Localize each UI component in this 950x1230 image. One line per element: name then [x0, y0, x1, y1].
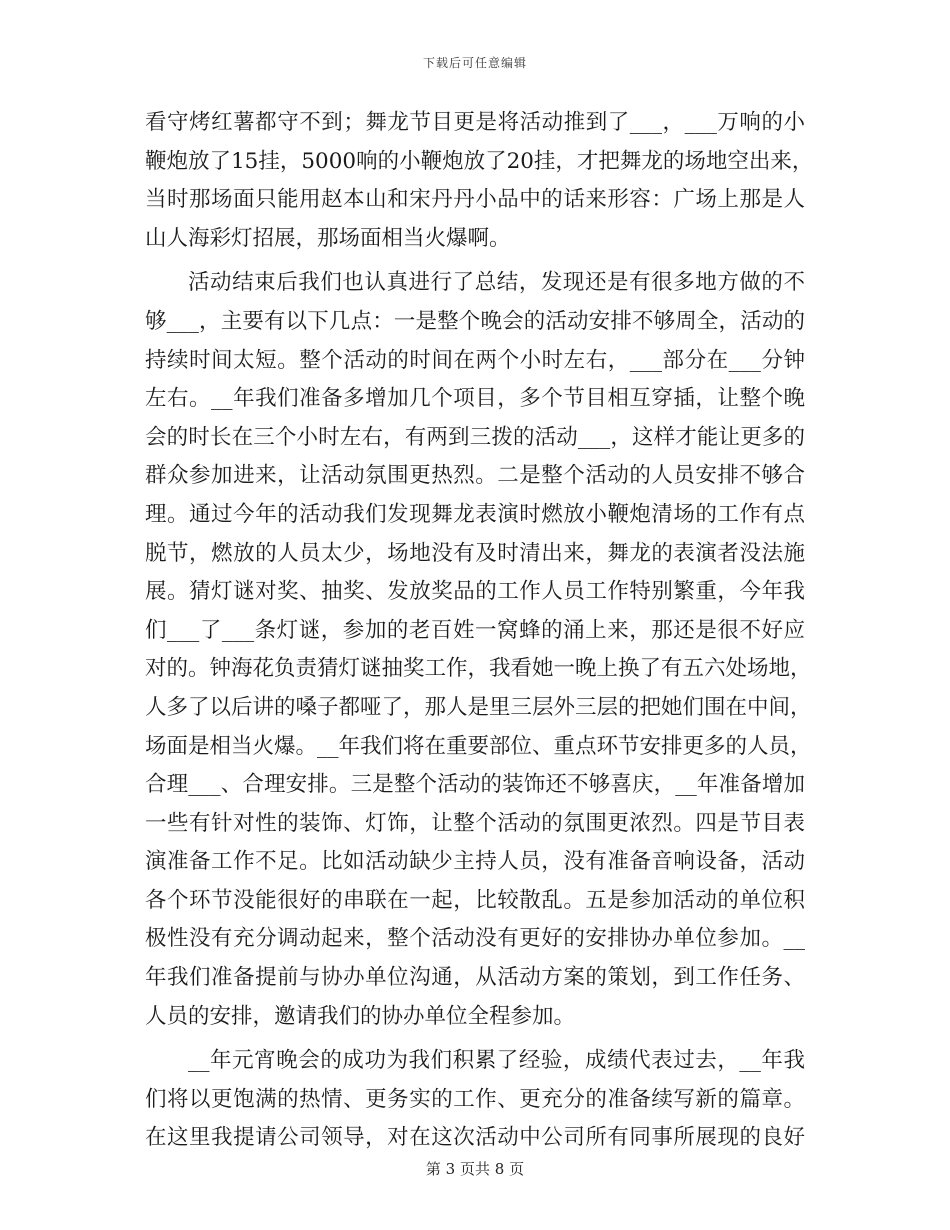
page-number: 第 3 页共 8 页 [425, 1160, 525, 1178]
document-body [145, 104, 814, 1158]
text-line: 够___，主要有以下几点：一是整个晚会的活动安排不够周全，活动的 [145, 308, 805, 334]
text-line: 们将以更饱满的热情、更务实的工作、更充分的准备续写新的篇章。 [145, 1086, 805, 1112]
text-line: 一些有针对性的装饰、灯饰，让整个活动的氛围更浓烈。四是节目表 [145, 810, 805, 836]
text-line: 人员的安排，邀请我们的协办单位全程参加。 [145, 1003, 576, 1029]
text-line: 看守烤红薯都守不到；舞龙节目更是将活动推到了___，___万响的小 [145, 110, 805, 135]
text-line: 合理___、合理安排。三是整个活动的装饰还不够喜庆，__年准备增加 [145, 772, 805, 798]
text-line: 当时那场面只能用赵本山和宋丹丹小品中的话来形容：广场上那是人 [145, 187, 805, 213]
text-line: 群众参加进来，让活动氛围更热烈。二是整个活动的人员安排不够合 [145, 463, 805, 489]
text-line: 各个环节没能很好的串联在一起，比较散乱。五是参加活动的单位积 [145, 887, 805, 913]
text-line: 人多了以后讲的嗓子都哑了，那人是里三层外三层的把她们围在中间， [145, 694, 812, 720]
text-line: 鞭炮放了15挂，5000响的小鞭炮放了20挂，才把舞龙的场地空出来， [145, 148, 814, 174]
text-line: 年我们准备提前与协办单位沟通，从活动方案的策划，到工作任务、 [145, 965, 805, 991]
text-line: 活动结束后我们也认真进行了总结，发现还是有很多地方做的不 [188, 270, 805, 296]
paragraph [145, 264, 812, 1036]
text-line: 演准备工作不足。比如活动缺少主持人员，没有准备音响设备，活动 [145, 849, 805, 875]
text-line: 持续时间太短。整个活动的时间在两个小时左右，___部分在___分钟 [145, 347, 805, 373]
paragraph [145, 1042, 805, 1158]
page-header: 下载后可任意编辑 [422, 56, 527, 70]
text-line: 会的时长在三个小时左右，有两到三拨的活动___，这样才能让更多的 [145, 424, 805, 450]
text-line: 极性没有充分调动起来，整个活动没有更好的安排协办单位参加。__ [145, 926, 805, 952]
text-line: 脱节，燃放的人员太少，场地没有及时清出来，舞龙的表演者没法施 [145, 540, 805, 566]
text-line: 山人海彩灯招展，那场面相当火爆啊。 [145, 225, 511, 251]
text-line: 们___了___条灯谜，参加的老百姓一窝蜂的涌上来，那还是很不好应 [145, 617, 805, 643]
text-line: 场面是相当火爆。__年我们将在重要部位、重点环节安排更多的人员， [145, 733, 812, 759]
paragraph [145, 104, 814, 258]
text-line: 展。猜灯谜对奖、抽奖、发放奖品的工作人员工作特别繁重，今年我 [145, 579, 805, 605]
text-line: 左右。__年我们准备多增加几个项目，多个节目相互穿插，让整个晚 [145, 386, 805, 412]
text-line: 在这里我提请公司领导，对在这次活动中公司所有同事所展现的良好 [145, 1125, 805, 1151]
text-line: __年元宵晚会的成功为我们积累了经验，成绩代表过去，__年我 [188, 1048, 805, 1074]
text-line: 对的。钟海花负责猜灯谜抽奖工作，我看她一晚上换了有五六处场地， [145, 656, 812, 682]
text-line: 理。通过今年的活动我们发现舞龙表演时燃放小鞭炮清场的工作有点 [145, 501, 805, 527]
